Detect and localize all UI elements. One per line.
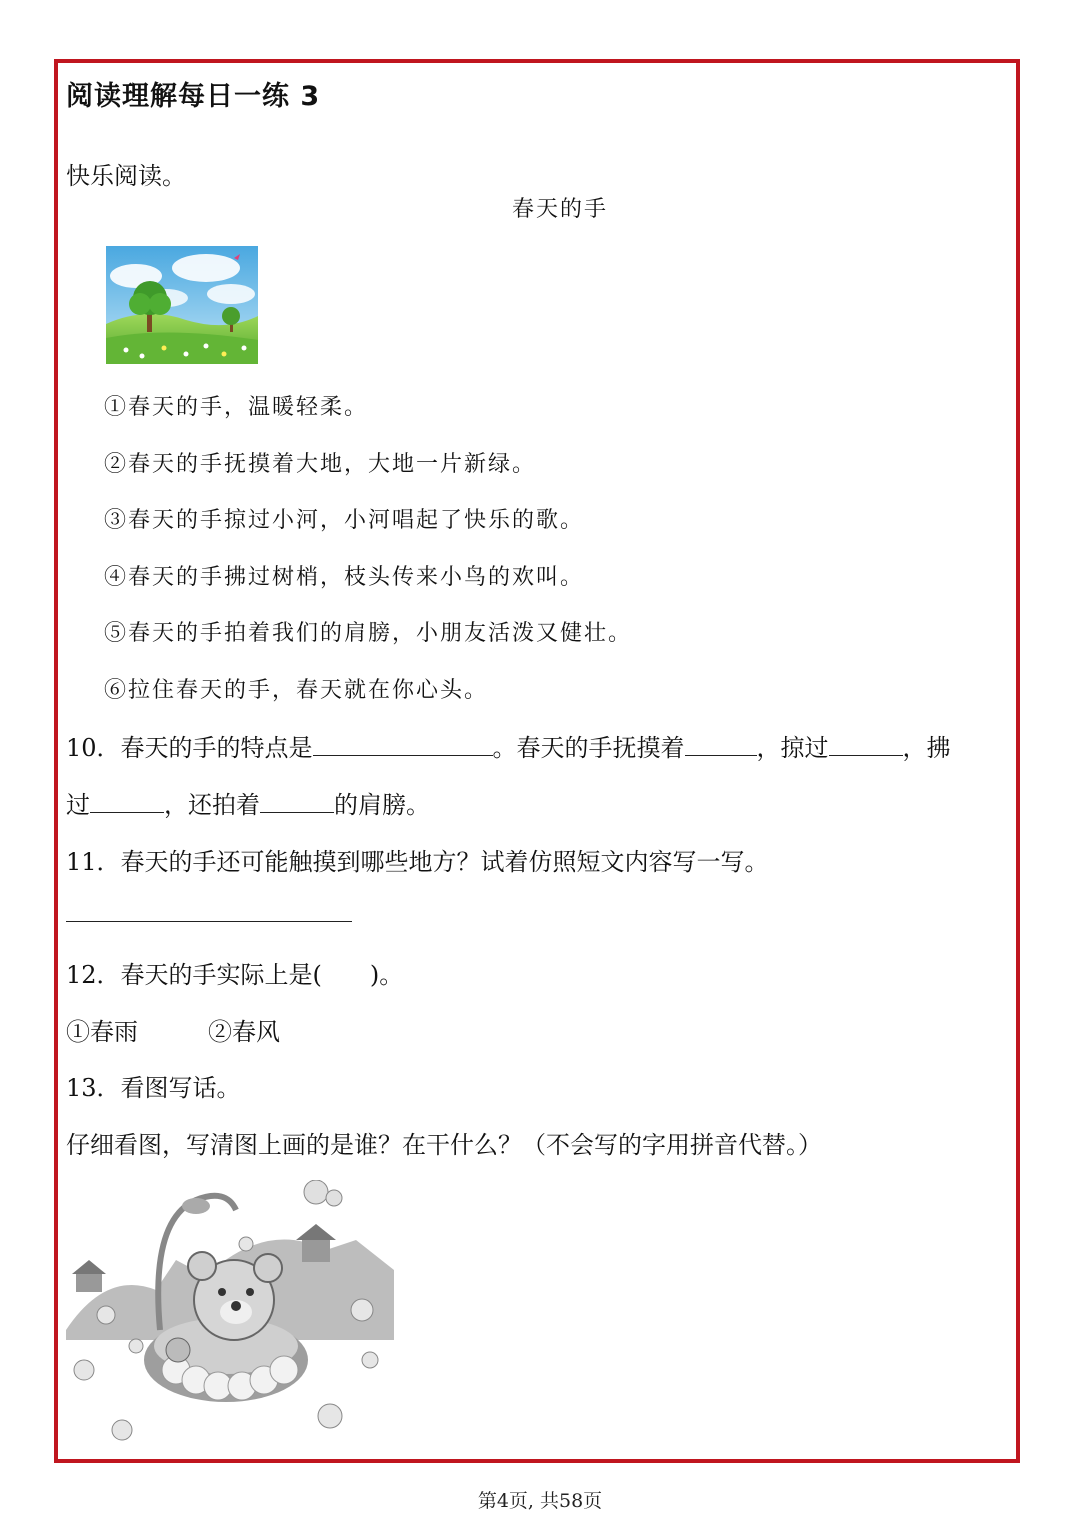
passage-line-2: ②春天的手抚摸着大地，大地一片新绿。 <box>104 452 537 477</box>
answer-blank[interactable] <box>829 733 903 756</box>
question-13-instruction: 仔细看图，写清图上画的是谁？在干什么？（不会写的字用拼音代替。） <box>66 1131 822 1159</box>
spring-meadow-illustration <box>106 246 258 364</box>
question-13: 13．看图写话。 <box>66 1074 241 1102</box>
page-number-footer: 第4页, 共58页 <box>477 1490 603 1512</box>
question-10-text: 。春天的手抚摸着 <box>492 734 685 762</box>
passage-line-3: ③春天的手掠过小河，小河唱起了快乐的歌。 <box>104 508 585 533</box>
option-spring-rain[interactable]: ①春雨 <box>66 1018 138 1046</box>
answer-blank[interactable] <box>260 790 334 813</box>
bear-bathing-illustration <box>66 1180 394 1442</box>
question-10-text: 10．春天的手的特点是 <box>66 734 313 762</box>
question-10-text: 过 <box>66 791 90 819</box>
passage-line-1: ①春天的手，温暖轻柔。 <box>104 395 369 420</box>
passage-line-5: ⑤春天的手拍着我们的肩膀，小朋友活泼又健壮。 <box>104 621 633 646</box>
option-spring-wind[interactable]: ②春风 <box>208 1018 280 1046</box>
question-10 <box>66 728 951 763</box>
answer-blank[interactable] <box>685 733 757 756</box>
page-title: 阅读理解每日一练 3 <box>66 81 321 112</box>
answer-blank[interactable] <box>313 733 493 756</box>
question-12-options <box>66 1012 280 1047</box>
question-10-text: ，还拍着 <box>164 791 260 819</box>
question-10-text: ，掠过 <box>756 734 829 762</box>
answer-line[interactable] <box>66 921 352 922</box>
question-10-text: ，拂 <box>902 734 951 762</box>
passage-line-6: ⑥拉住春天的手，春天就在你心头。 <box>104 678 489 703</box>
passage-line-4: ④春天的手拂过树梢，枝头传来小鸟的欢叫。 <box>104 565 585 590</box>
question-12: 12．春天的手实际上是( )。 <box>66 961 404 989</box>
answer-blank[interactable] <box>90 790 164 813</box>
question-11: 11．春天的手还可能触摸到哪些地方？试着仿照短文内容写一写。 <box>66 848 769 876</box>
question-10-text: 的肩膀。 <box>334 791 430 819</box>
question-10-continued <box>66 785 430 820</box>
intro-text: 快乐阅读。 <box>66 162 186 190</box>
passage-title: 春天的手 <box>511 197 608 222</box>
